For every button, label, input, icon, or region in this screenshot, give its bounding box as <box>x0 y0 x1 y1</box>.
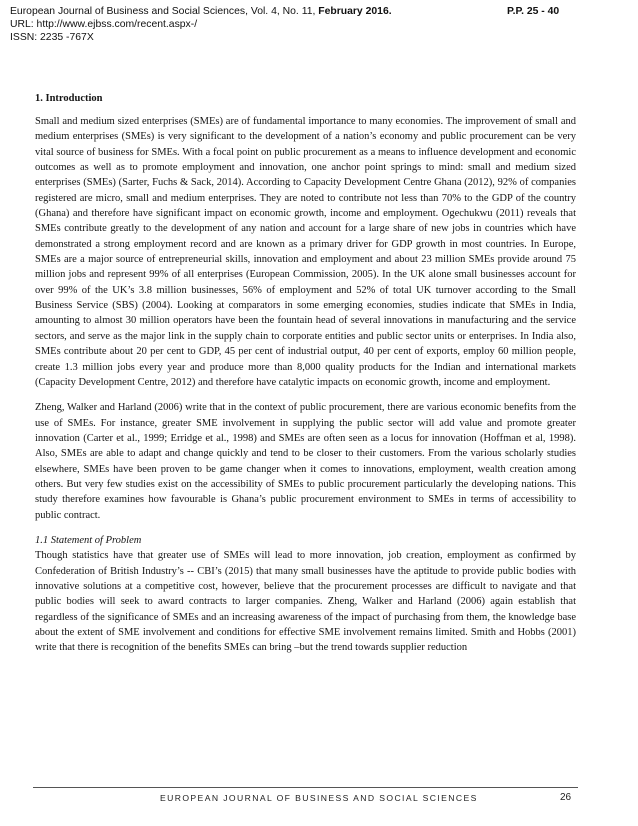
problem-paragraph: Though statistics have that greater use of SMEs will lead to more innovation, job creation, employment as confirmed by Confederation of British Industry’s -- CBI’s (2015) that many small businesses have the aptitude to provide public bodies with innovative solutions at a competitive cost, however, believe that the procurement processes are difficult to navigate and that public bodies will seek to award contracts to larger companies. Zheng, Walker and Harland (2006) again establish that regardless of the significance of SMEs and an increasing awareness of the impact of purchasing from them, the knowledge base about the extent of SME involvement and conditions for effective SME involvement remains limited. Smith and Hobbs (2001) write that there is recognition of the benefits SMEs can bring –but the trend towards supplier reduction <box>35 550 576 654</box>
subsection-heading: 1.1 Statement of Problem <box>35 534 142 546</box>
article-body <box>35 92 576 656</box>
intro-paragraph-1: Small and medium sized enterprises (SMEs) are of fundamental importance to many economies. The improvement of small and medium enterprises (SMEs) is very significant to the development of a nation’s economy and public procurement can be very vital source of business for SMEs. With a focal point on public procurement as a means to influence development and economic outcomes as well as to promote employment and innovation, one anchor point springs to mind: small and medium sized enterprises (SMEs) (Sarter, Fuchs & Sack, 2014). According to Capacity Development Centre Ghana (2012), 92% of companies registered are micro, small and medium enterprises. They are noted to contribute not less than 70% to the GDP of the country (Ghana) and therefore have significant impact on economic growth, income and employment. Ogechukwu (2011) reveals that SMEs contribute greatly to the development of any nation and account for a large share of new jobs in countries which have demonstrated a strong employment record and are known as a primary driver for GDP growth in most countries. In Europe, SMEs are a major source of entrepreneurial skills, innovation and employment and about 23 million SMEs provide around 75 million jobs and represent 99% of all enterprises (European Commission, 2005). In the UK alone small businesses account for over 99% of the UK’s 3.8 million businesses, 56% of employment and 52% of total UK turnover according to the Small Business Service (SBS) (2004). Looking at comparators in some emerging economies, studies indicate that SMEs in India, amounting to almost 30 million operators have been the fountain head of several innovations in manufacturing and the service sectors, and serve as the major link in the supply chain to corporate entities and public sector units or enterprises. In India also, SMEs contribute about 20 per cent to GDP, 45 per cent of industrial output, 40 per cent of exports, employ 60 million people, create 1.3 million jobs every year and produce more than 8,000 quality products for the Indian and international markets (Capacity Development Centre, 2012) and therefore have catalytic impacts on economic growth, income and employment. <box>35 116 576 388</box>
journal-issn: ISSN: 2235 -767X <box>10 32 94 44</box>
page-number: 26 <box>560 792 572 803</box>
page-range: P.P. 25 - 40 <box>507 6 560 17</box>
section-heading: 1. Introduction <box>35 93 103 104</box>
footer-journal-name: EUROPEAN JOURNAL OF BUSINESS AND SOCIAL SCIENCES <box>160 793 478 803</box>
intro-paragraph-2: Zheng, Walker and Harland (2006) write that in the context of public procurement, there are various economic benefits from the use of SMEs. For instance, greater SME involvement in supplying the public sector will add value and promote greater innovation (Carter et al., 1999; Erridge et al., 1998) and SMEs are often seen as a locus for innovation (Hoffman et al, 1998). Also, SMEs are able to adapt and change quickly and tend to be closer to their customers. From the various scholarly studies elsewhere, SMEs have been proven to be game changer when it comes to innovations, employment, wealth creation among others. But very few studies exist on the accessibility of SMEs to public procurement particularly the developing nations. This study therefore examines how favourable is Ghana’s public procurement environment to SMEs in terms of accessibility to public contract. <box>35 402 576 521</box>
journal-url: URL: http://www.ejbss.com/recent.aspx-/ <box>10 19 198 31</box>
journal-date: February 2016. <box>318 6 392 17</box>
running-header <box>10 5 630 45</box>
footer-divider <box>33 787 578 788</box>
journal-citation: European Journal of Business and Social Sciences, Vol. 4, No. 11, <box>10 6 319 17</box>
